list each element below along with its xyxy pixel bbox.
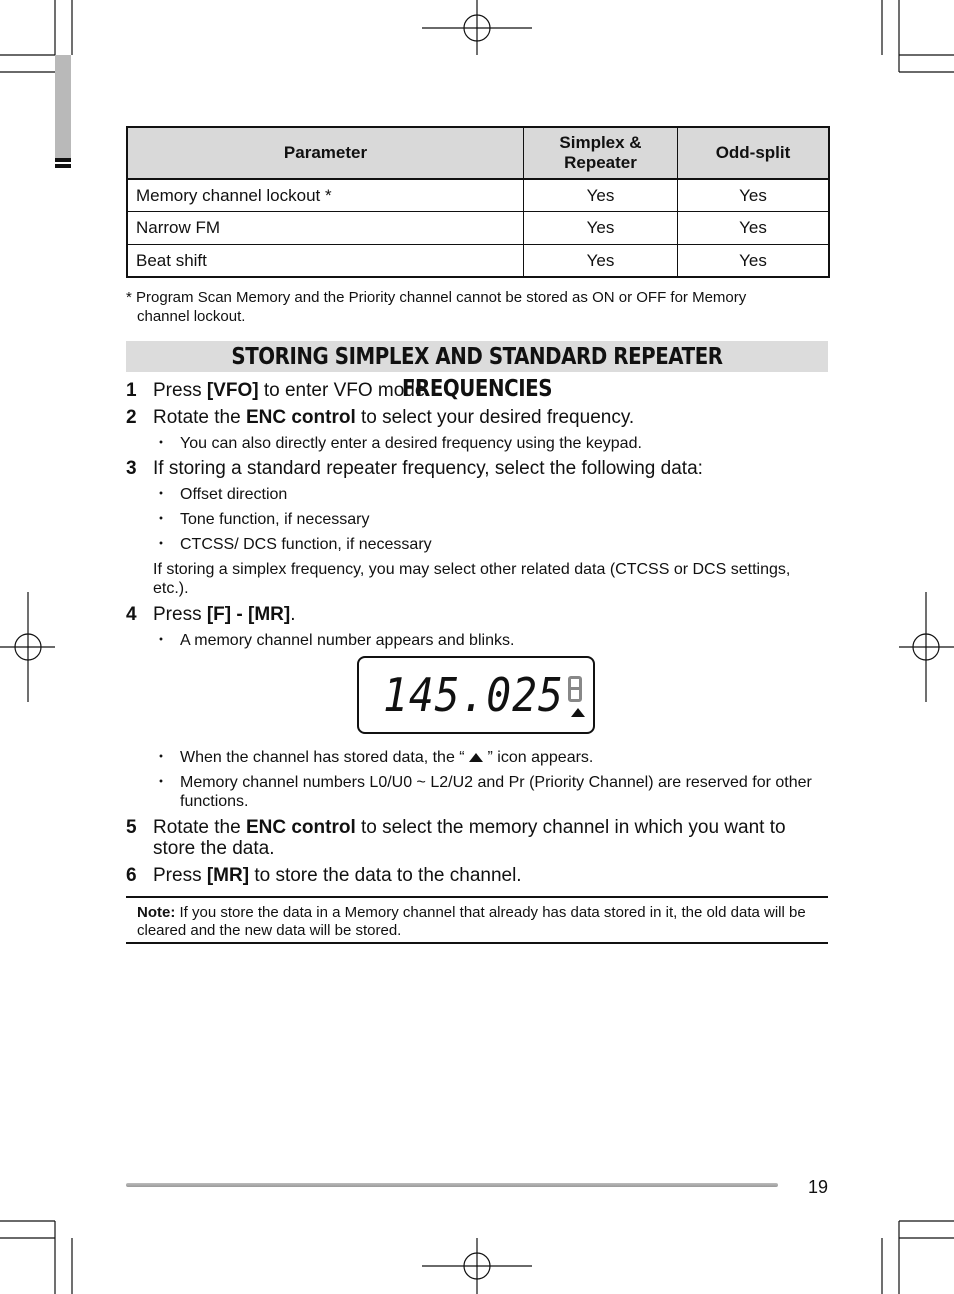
step-text: to store the data to the channel. xyxy=(249,865,522,886)
lcd-display xyxy=(357,656,595,734)
header-simplex-repeater: Simplex & Repeater xyxy=(524,127,678,179)
chapter-tab xyxy=(55,55,71,159)
footnote-line: * Program Scan Memory and the Priority channel cannot be stored as ON or OFF for Memory xyxy=(126,289,747,306)
bullet-dot: ・ xyxy=(153,435,170,452)
bullet-text: ” icon appears. xyxy=(483,749,594,766)
step-number: 2 xyxy=(126,407,137,428)
table-cell: Narrow FM xyxy=(127,212,524,245)
bullet-text: Memory channel numbers L0/U0 ~ L2/U2 and Pr (Priority Channel) are reserved for other functions. xyxy=(180,774,812,810)
table-cell: Yes xyxy=(678,245,830,278)
tab-bar xyxy=(55,158,71,162)
footnote-line: channel lockout. xyxy=(137,308,246,325)
bullet-text: Offset direction xyxy=(180,486,288,503)
key-label: ENC control xyxy=(245,817,356,838)
note-text: If you store the data in a Memory channel that already has data stored in it, the old data will be cleared and the new data will be stored. xyxy=(137,904,806,939)
header-odd-split: Odd-split xyxy=(678,127,830,179)
table-row xyxy=(127,212,829,245)
table-row xyxy=(127,245,829,278)
step-number: 4 xyxy=(126,604,137,625)
parameter-table xyxy=(126,126,830,278)
bullet-text: A memory channel number appears and blinks. xyxy=(180,632,515,649)
bullet-dot: ・ xyxy=(153,511,170,528)
table-cell: Yes xyxy=(678,212,830,245)
lcd-frequency: 145.025 xyxy=(383,668,564,722)
stored-data-triangle-icon xyxy=(571,708,585,717)
key-label: [MR] xyxy=(206,865,250,886)
step-text: . xyxy=(290,604,296,625)
bullet-text: CTCSS/ DCS function, if necessary xyxy=(180,536,432,553)
step-text: If storing a standard repeater frequency, select the following data: xyxy=(153,458,703,479)
table-cell: Yes xyxy=(524,212,678,245)
step-text: Press xyxy=(153,380,207,401)
tab-bar xyxy=(55,164,71,168)
step-text: Rotate the xyxy=(153,407,246,428)
table-cell: Beat shift xyxy=(127,245,524,278)
bullet-dot: ・ xyxy=(153,632,170,649)
step-text: to select the memory channel in which you want to store the data. xyxy=(153,817,786,859)
step-text: Press xyxy=(153,865,207,886)
bullet-dot: ・ xyxy=(153,536,170,553)
step-text: to enter VFO mode. xyxy=(258,380,431,401)
bullet-dot: ・ xyxy=(153,774,170,791)
note-label: Note: xyxy=(137,904,176,921)
key-label: ENC control xyxy=(245,407,356,428)
channel-digit-icon xyxy=(568,676,582,702)
table-cell: Yes xyxy=(678,179,830,212)
bullet-dot: ・ xyxy=(153,486,170,503)
table-footnote xyxy=(126,288,826,326)
step-number: 1 xyxy=(126,380,137,401)
header-parameter: Parameter xyxy=(127,127,524,179)
table-cell: Yes xyxy=(524,179,678,212)
bullet-text: Tone function, if necessary xyxy=(180,511,370,528)
page-number: 19 xyxy=(808,1177,829,1197)
footer-rule xyxy=(126,1183,778,1187)
step-number: 3 xyxy=(126,458,137,479)
step-number: 5 xyxy=(126,817,137,838)
step-number: 6 xyxy=(126,865,137,886)
note-box xyxy=(126,896,828,944)
table-cell: Yes xyxy=(524,245,678,278)
step-text: to select your desired frequency. xyxy=(355,407,635,428)
step-text: Press xyxy=(153,604,207,625)
key-label: [F] - [MR] xyxy=(206,604,291,625)
simplex-note-paragraph: If storing a simplex frequency, you may select other related data (CTCSS or DCS settings, etc.). xyxy=(153,561,791,597)
bullet-dot: ・ xyxy=(153,749,170,766)
key-label: [VFO] xyxy=(206,380,259,401)
section-title-text: STORING SIMPLEX AND STANDARD REPEATER FREQUENCIES xyxy=(231,344,723,402)
bullet-text: When the channel has stored data, the “ xyxy=(180,749,470,766)
table-row xyxy=(127,179,829,212)
bullet-text: You can also directly enter a desired frequency using the keypad. xyxy=(180,435,642,452)
table-cell: Memory channel lockout * xyxy=(127,179,524,212)
step-text: Rotate the xyxy=(153,817,246,838)
triangle-icon xyxy=(469,753,483,762)
